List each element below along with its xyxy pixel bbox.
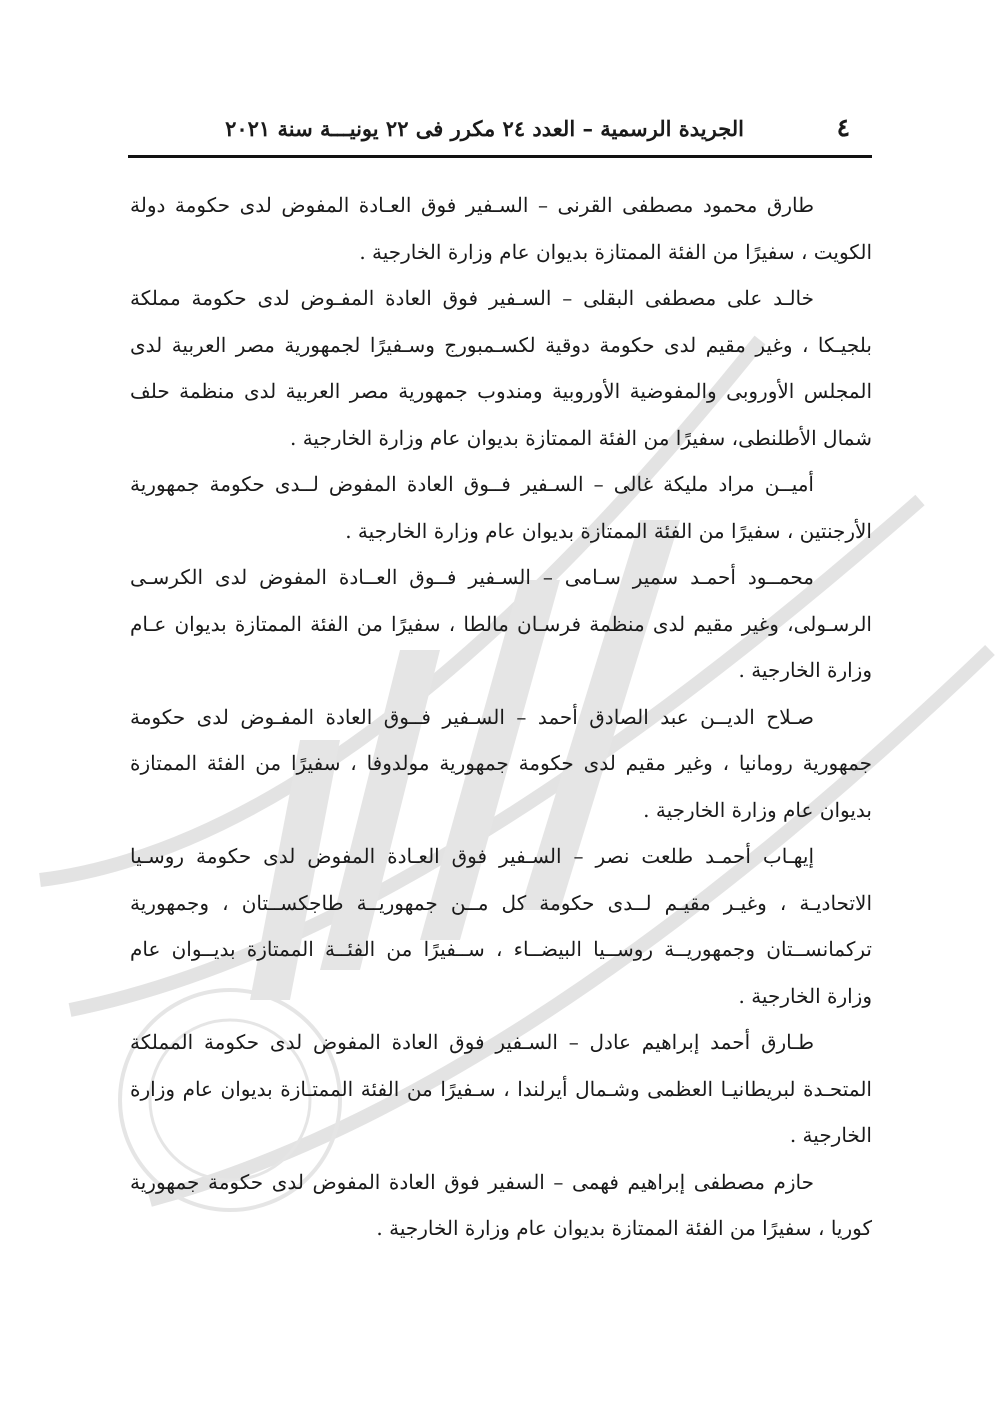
appointment-entry: طـارق أحمد إبراهيم عادل – السـفير فوق العادة المفوض لدى حكومة المملكة المتحـدة لبريطانيـا العظمى وشـمال أيرلندا ، سـفيرًا من الفئة الممتـازة بديوان عام وزارة الخارجية . <box>130 1030 872 1147</box>
appointment-entry: حازم مصطفى إبراهيم فهمى – السفير فوق العادة المفوض لدى حكومة جمهورية كوريا ، سفيرًا من الفئة الممتازة بديوان عام وزارة الخارجية . <box>130 1169 872 1240</box>
page-header <box>128 112 872 152</box>
appointment-entry: خالـد على مصطفى البقلى – السـفير فوق العادة المفـوض لدى حكومة مملكة بلجيـكا ، وغير مقيم لدى حكومة دوقية لكسـمبورج وسـفيرًا لجمهورية مصر العربية لدى المجلس الأوروبى والمفوضية الأوروبية ومندوب جمهورية مصر العربية لدى منظمة حلف شمال الأطلنطى، سفيرًا من الفئة الممتازة بديوان عام وزارة الخارجية . <box>130 286 873 450</box>
appointment-entry: طارق محمود مصطفى القرنى – السـفير فوق العـادة المفوض لدى حكومة دولة الكويت ، سفيرًا من الفئة الممتازة بديوان عام وزارة الخارجية . <box>130 193 872 264</box>
appointment-entry: إيهـاب أحمـد طلعت نصر – السـفير فوق العـادة المفوض لدى حكومة روسـيا الاتحاديـة ، وغيـر مقيـم لــدى حكومة كل مــن جمهوريــة طاجكســتان ، وجمهورية تركمانســتان وجمهوريــة روســيا البيضــاء ، ســفيرًا من الفئــة الممتازة بديــوان عام وزارة الخارجية . <box>130 844 872 1008</box>
decree-body <box>130 182 872 1252</box>
page-number: ٤ <box>836 113 850 142</box>
appointment-entry: صـلاح الديــن عبد الصادق أحمد – السـفير فــوق العادة المفـوض لدى حكومة جمهورية رومانيا ، وغير مقيم لدى حكومة جمهورية مولدوفا ، سفيرًا من الفئة الممتازة بديوان عام وزارة الخارجية . <box>130 704 872 822</box>
running-title: الجريدة الرسمية – العدد ٢٤ مكرر فى ٢٢ يونيـــة سنة ٢٠٢١ <box>225 116 744 141</box>
appointment-entry: أميــن مراد مليكة غالى – السـفير فــوق العادة المفوض لــدى حكومة جمهورية الأرجنتين ، سفيرًا من الفئة الممتازة بديوان عام وزارة الخارجية . <box>130 472 872 543</box>
appointment-entry: محمــود أحمـد سمير سـامى – السـفير فــوق العــادة المفوض لدى الكرسـى الرسـولى، وغير مقيم لدى منظمة فرسـان مالطا ، سفيرًا من الفئة الممتازة بديوان عـام وزارة الخارجية . <box>130 565 872 682</box>
header-divider <box>128 155 872 158</box>
